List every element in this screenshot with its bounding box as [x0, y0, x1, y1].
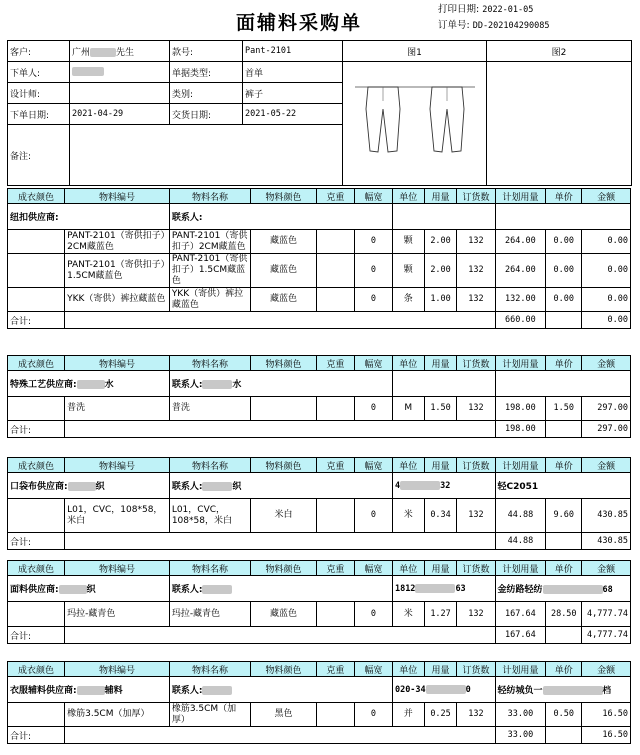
material-unit: M	[392, 397, 424, 421]
supplier-row	[8, 204, 631, 230]
supplier-address: 金纺路轻纺 68	[495, 576, 630, 602]
column-header: 成衣颜色	[8, 561, 65, 576]
column-header: 成衣颜色	[8, 356, 65, 371]
material-color: 藏蓝色	[251, 288, 317, 312]
total-amount: 16.50	[582, 727, 631, 744]
material-unit: 米	[392, 602, 424, 627]
material-unit: 条	[392, 288, 424, 312]
orderer-value	[70, 62, 170, 83]
total-amount: 297.00	[582, 421, 631, 438]
column-header: 单价	[546, 561, 582, 576]
material-color: 藏蓝色	[251, 602, 317, 627]
material-row	[8, 499, 631, 533]
material-code: 普洗	[65, 397, 170, 421]
column-header: 幅宽	[354, 662, 392, 677]
planned-usage: 44.88	[495, 499, 546, 533]
print-date-label: 打印日期:	[438, 4, 480, 15]
column-header: 金额	[582, 458, 631, 473]
column-header: 订货数	[457, 458, 495, 473]
total-price-empty	[546, 533, 582, 550]
total-price-empty	[546, 312, 582, 329]
supplier-contact: 联系人:	[169, 204, 392, 230]
supplier-phone: 1812 63	[392, 576, 495, 602]
material-color: 黑色	[251, 703, 317, 727]
material-width: 0	[354, 602, 392, 627]
total-row	[8, 312, 631, 329]
column-header-row	[8, 356, 631, 371]
material-usage: 2.00	[424, 230, 457, 254]
material-name: YKK（寄供）裤拉藏蓝色	[169, 288, 250, 312]
planned-usage: 198.00	[495, 397, 546, 421]
total-planned-usage: 660.00	[495, 312, 546, 329]
document-title: 面辅料采购单	[236, 12, 363, 34]
total-label: 合计:	[8, 533, 65, 550]
total-amount: 430.85	[582, 533, 631, 550]
unit-price: 0.50	[546, 703, 582, 727]
material-weight	[316, 397, 354, 421]
image1-header: 图1	[343, 41, 487, 62]
supplier-name: 特殊工艺供应商: 水	[8, 371, 170, 397]
category-value: 裤子	[243, 83, 343, 104]
material-color: 米白	[251, 499, 317, 533]
unit-price: 0.00	[546, 254, 582, 288]
order-qty: 132	[457, 703, 495, 727]
category-label: 类别:	[170, 83, 243, 104]
supplier-row	[8, 371, 631, 397]
column-header: 物料颜色	[251, 458, 317, 473]
total-label: 合计:	[8, 627, 65, 644]
total-spacer	[65, 421, 495, 438]
material-usage: 0.34	[424, 499, 457, 533]
material-weight	[316, 230, 354, 254]
material-code: PANT-2101（寄供扣子）1.5CM藏蓝色	[65, 254, 170, 288]
column-header: 单位	[392, 356, 424, 371]
print-info	[438, 2, 549, 34]
column-header: 单位	[392, 662, 424, 677]
material-color: 藏蓝色	[251, 254, 317, 288]
total-planned-usage: 33.00	[495, 727, 546, 744]
amount: 16.50	[582, 703, 631, 727]
supplier-address: 轻C2051	[495, 473, 630, 499]
column-header: 用量	[424, 458, 457, 473]
unit-price: 9.60	[546, 499, 582, 533]
total-spacer	[65, 627, 495, 644]
total-label: 合计:	[8, 727, 65, 744]
column-header: 单位	[392, 189, 424, 204]
order-no-label: 订单号:	[438, 20, 470, 31]
column-header: 物料颜色	[251, 189, 317, 204]
unit-price: 1.50	[546, 397, 582, 421]
column-header: 物料名称	[169, 458, 250, 473]
material-code: L01，CVC，108*58，米白	[65, 499, 170, 533]
doc-type-value: 首单	[243, 62, 343, 83]
order-qty: 132	[457, 499, 495, 533]
material-weight	[316, 499, 354, 533]
supplier-address	[495, 371, 630, 397]
supplier-contact: 联系人:	[169, 677, 392, 703]
planned-usage: 167.64	[495, 602, 546, 627]
order-header-table	[7, 40, 632, 186]
total-planned-usage: 44.88	[495, 533, 546, 550]
garment-color	[8, 602, 65, 627]
column-header: 物料颜色	[251, 662, 317, 677]
column-header: 物料编号	[65, 356, 170, 371]
image2-cell	[487, 62, 632, 186]
material-usage: 1.00	[424, 288, 457, 312]
material-width: 0	[354, 499, 392, 533]
material-weight	[316, 254, 354, 288]
order-qty: 132	[457, 254, 495, 288]
amount: 430.85	[582, 499, 631, 533]
unit-price: 0.00	[546, 288, 582, 312]
column-header: 计划用量	[495, 662, 546, 677]
column-header: 计划用量	[495, 356, 546, 371]
column-header: 单位	[392, 561, 424, 576]
material-unit: 颗	[392, 230, 424, 254]
total-label: 合计:	[8, 312, 65, 329]
total-row	[8, 627, 631, 644]
doc-type-label: 单据类型:	[170, 62, 243, 83]
column-header: 物料编号	[65, 189, 170, 204]
column-header: 金额	[582, 356, 631, 371]
planned-usage: 33.00	[495, 703, 546, 727]
column-header: 订货数	[457, 189, 495, 204]
total-amount: 0.00	[582, 312, 631, 329]
material-unit: 并	[392, 703, 424, 727]
total-row	[8, 533, 631, 550]
column-header: 物料名称	[169, 561, 250, 576]
column-header: 计划用量	[495, 458, 546, 473]
column-header: 金额	[582, 662, 631, 677]
material-row	[8, 230, 631, 254]
material-usage: 2.00	[424, 254, 457, 288]
garment-color	[8, 230, 65, 254]
material-unit: 米	[392, 499, 424, 533]
supplier-section-table	[7, 661, 631, 744]
pants-sketch-image	[350, 79, 480, 169]
material-row	[8, 703, 631, 727]
supplier-phone	[392, 204, 495, 230]
print-date: 2022-01-05	[482, 5, 534, 15]
column-header: 计划用量	[495, 561, 546, 576]
order-qty: 132	[457, 230, 495, 254]
column-header: 订货数	[457, 356, 495, 371]
column-header: 物料颜色	[251, 561, 317, 576]
total-spacer	[65, 312, 495, 329]
supplier-name: 口袋布供应商: 织	[8, 473, 170, 499]
supplier-phone	[392, 371, 495, 397]
column-header: 物料名称	[169, 662, 250, 677]
material-row	[8, 397, 631, 421]
column-header: 物料编号	[65, 561, 170, 576]
supplier-contact: 联系人: 织	[169, 473, 392, 499]
supplier-address: 轻纺城负一 档	[495, 677, 630, 703]
designer-value	[70, 83, 170, 104]
style-value: Pant-2101	[243, 41, 343, 62]
material-width: 0	[354, 397, 392, 421]
supplier-contact: 联系人:	[169, 576, 392, 602]
column-header: 计划用量	[495, 189, 546, 204]
material-name: L01，CVC，108*58，米白	[169, 499, 250, 533]
supplier-name: 衣服辅料供应商: 辅料	[8, 677, 170, 703]
material-usage: 1.27	[424, 602, 457, 627]
supplier-phone: 4 32	[392, 473, 495, 499]
material-name: PANT-2101（寄供扣子）1.5CM藏蓝色	[169, 254, 250, 288]
column-header-row	[8, 561, 631, 576]
supplier-name: 纽扣供应商:	[8, 204, 170, 230]
column-header-row	[8, 189, 631, 204]
supplier-row	[8, 576, 631, 602]
column-header: 克重	[316, 458, 354, 473]
material-color: 藏蓝色	[251, 230, 317, 254]
orderer-label: 下单人:	[8, 62, 70, 83]
material-name: PANT-2101（寄供扣子）2CM藏蓝色	[169, 230, 250, 254]
order-date-label: 下单日期:	[8, 104, 70, 125]
unit-price: 28.50	[546, 602, 582, 627]
total-row	[8, 727, 631, 744]
column-header: 用量	[424, 662, 457, 677]
column-header: 幅宽	[354, 458, 392, 473]
material-usage: 0.25	[424, 703, 457, 727]
material-weight	[316, 602, 354, 627]
column-header: 幅宽	[354, 189, 392, 204]
material-width: 0	[354, 230, 392, 254]
total-spacer	[65, 533, 495, 550]
column-header: 用量	[424, 189, 457, 204]
garment-color	[8, 703, 65, 727]
planned-usage: 132.00	[495, 288, 546, 312]
material-width: 0	[354, 254, 392, 288]
style-label: 款号:	[170, 41, 243, 62]
column-header: 订货数	[457, 662, 495, 677]
order-qty: 132	[457, 397, 495, 421]
column-header: 单价	[546, 189, 582, 204]
column-header: 成衣颜色	[8, 189, 65, 204]
planned-usage: 264.00	[495, 254, 546, 288]
material-row	[8, 288, 631, 312]
material-weight	[316, 288, 354, 312]
column-header: 克重	[316, 356, 354, 371]
supplier-row	[8, 677, 631, 703]
total-label: 合计:	[8, 421, 65, 438]
total-price-empty	[546, 627, 582, 644]
material-code: PANT-2101（寄供扣子）2CM藏蓝色	[65, 230, 170, 254]
column-header: 克重	[316, 189, 354, 204]
material-unit: 颗	[392, 254, 424, 288]
delivery-date-value: 2021-05-22	[243, 104, 343, 125]
column-header: 金额	[582, 561, 631, 576]
supplier-section-table	[7, 560, 631, 644]
supplier-section-table	[7, 355, 631, 438]
column-header: 克重	[316, 561, 354, 576]
column-header: 物料编号	[65, 458, 170, 473]
column-header: 成衣颜色	[8, 662, 65, 677]
remark-label: 备注:	[8, 125, 70, 186]
order-qty: 132	[457, 288, 495, 312]
amount: 4,777.74	[582, 602, 631, 627]
material-code: YKK（寄供）裤拉藏蓝色	[65, 288, 170, 312]
supplier-row	[8, 473, 631, 499]
material-row	[8, 602, 631, 627]
designer-label: 设计师:	[8, 83, 70, 104]
material-color	[251, 397, 317, 421]
column-header: 物料名称	[169, 189, 250, 204]
column-header-row	[8, 662, 631, 677]
garment-color	[8, 288, 65, 312]
material-usage: 1.50	[424, 397, 457, 421]
planned-usage: 264.00	[495, 230, 546, 254]
column-header: 单价	[546, 458, 582, 473]
total-spacer	[65, 727, 495, 744]
material-name: 橡筋3.5CM（加厚）	[169, 703, 250, 727]
column-header: 用量	[424, 561, 457, 576]
image1-cell	[343, 62, 487, 186]
material-width: 0	[354, 703, 392, 727]
supplier-name: 面料供应商: 织	[8, 576, 170, 602]
total-price-empty	[546, 421, 582, 438]
column-header: 用量	[424, 356, 457, 371]
supplier-phone: 020-34 0	[392, 677, 495, 703]
supplier-address	[495, 204, 630, 230]
amount: 0.00	[582, 254, 631, 288]
customer-value: 广州 先生	[70, 41, 170, 62]
delivery-date-label: 交货日期:	[170, 104, 243, 125]
total-price-empty	[546, 727, 582, 744]
column-header: 物料名称	[169, 356, 250, 371]
material-name: 普洗	[169, 397, 250, 421]
material-code: 橡筋3.5CM（加厚）	[65, 703, 170, 727]
column-header: 订货数	[457, 561, 495, 576]
column-header: 金额	[582, 189, 631, 204]
column-header: 克重	[316, 662, 354, 677]
amount: 0.00	[582, 230, 631, 254]
supplier-section-table	[7, 188, 631, 329]
material-name: 玛拉-藏青色	[169, 602, 250, 627]
column-header: 幅宽	[354, 356, 392, 371]
image2-header: 图2	[487, 41, 632, 62]
order-qty: 132	[457, 602, 495, 627]
column-header: 单位	[392, 458, 424, 473]
remark-value	[70, 125, 343, 186]
material-row	[8, 254, 631, 288]
column-header: 单价	[546, 662, 582, 677]
garment-color	[8, 499, 65, 533]
garment-color	[8, 397, 65, 421]
total-amount: 4,777.74	[582, 627, 631, 644]
material-width: 0	[354, 288, 392, 312]
total-planned-usage: 167.64	[495, 627, 546, 644]
customer-label: 客户:	[8, 41, 70, 62]
order-no: DD-202104290085	[472, 21, 550, 31]
supplier-section-table	[7, 457, 631, 550]
order-date-value: 2021-04-29	[70, 104, 170, 125]
total-row	[8, 421, 631, 438]
supplier-contact: 联系人: 水	[169, 371, 392, 397]
amount: 297.00	[582, 397, 631, 421]
unit-price: 0.00	[546, 230, 582, 254]
column-header: 物料颜色	[251, 356, 317, 371]
garment-color	[8, 254, 65, 288]
material-code: 玛拉-藏青色	[65, 602, 170, 627]
amount: 0.00	[582, 288, 631, 312]
column-header: 成衣颜色	[8, 458, 65, 473]
total-planned-usage: 198.00	[495, 421, 546, 438]
column-header: 幅宽	[354, 561, 392, 576]
column-header: 单价	[546, 356, 582, 371]
column-header: 物料编号	[65, 662, 170, 677]
material-weight	[316, 703, 354, 727]
column-header-row	[8, 458, 631, 473]
